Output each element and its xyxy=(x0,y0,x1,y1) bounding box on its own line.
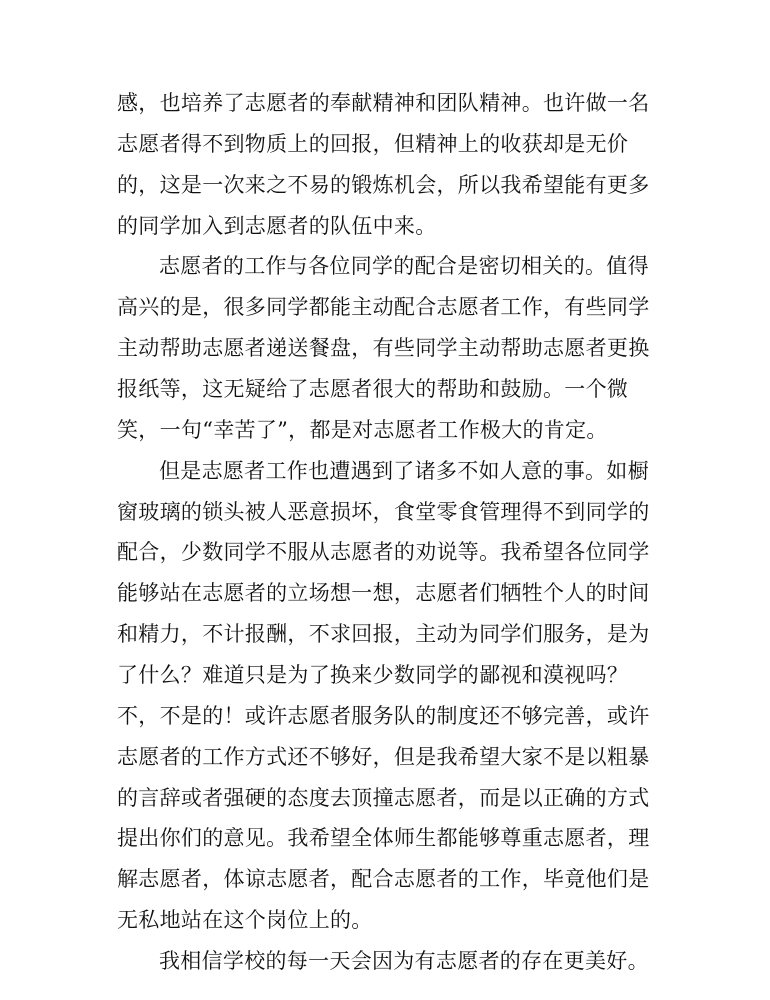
text-line-4: 的同学加入到志愿者的队伍中来。 xyxy=(117,214,437,238)
text-line-14: 和精力，不计报酬，不求回报，主动为同学们服务，是为 xyxy=(117,622,650,646)
text-line-2: 志愿者得不到物质上的回报，但精神上的收获却是无价 xyxy=(117,132,629,156)
text-line-5: 志愿者的工作与各位同学的配合是密切相关的。值得 xyxy=(159,254,649,278)
text-line-21: 无私地站在这个岗位上的。 xyxy=(117,908,373,932)
text-line-13: 能够站在志愿者的立场想一想，志愿者们牺牲个人的时间 xyxy=(117,581,650,605)
text-line-16: 不，不是的！或许志愿者服务队的制度还不够完善，或许 xyxy=(117,704,650,728)
text-line-19: 提出你们的意见。我希望全体师生都能够尊重志愿者，理 xyxy=(117,826,650,850)
text-line-9: 笑，一句“幸苦了”，都是对志愿者工作极大的肯定。 xyxy=(117,418,608,442)
text-line-7: 主动帮助志愿者递送餐盘，有些同学主动帮助志愿者更换 xyxy=(117,336,650,360)
text-line-15: 了什么？难道只是为了换来少数同学的鄙视和漠视吗？ xyxy=(117,663,629,687)
text-line-11: 窗玻璃的锁头被人恶意损坏，食堂零食管理得不到同学的 xyxy=(117,500,650,524)
text-line-22: 我相信学校的每一天会因为有志愿者的存在更美好。 xyxy=(159,949,649,973)
text-line-18: 的言辞或者强硬的态度去顶撞志愿者，而是以正确的方式 xyxy=(117,786,650,810)
text-line-3: 的，这是一次来之不易的锻炼机会，所以我希望能有更多 xyxy=(117,173,650,197)
text-line-17: 志愿者的工作方式还不够好，但是我希望大家不是以粗暴 xyxy=(117,745,650,769)
text-line-10: 但是志愿者工作也遭遇到了诸多不如人意的事。如橱 xyxy=(159,459,649,483)
text-line-20: 解志愿者，体谅志愿者，配合志愿者的工作，毕竟他们是 xyxy=(117,867,650,891)
text-line-8: 报纸等，这无疑给了志愿者很大的帮助和鼓励。一个微 xyxy=(117,377,629,401)
text-line-12: 配合，少数同学不服从志愿者的劝说等。我希望各位同学 xyxy=(117,540,650,564)
text-line-6: 高兴的是，很多同学都能主动配合志愿者工作，有些同学 xyxy=(117,295,650,319)
text-line-1: 感，也培养了志愿者的奉献精神和团队精神。也许做一名 xyxy=(117,91,650,115)
